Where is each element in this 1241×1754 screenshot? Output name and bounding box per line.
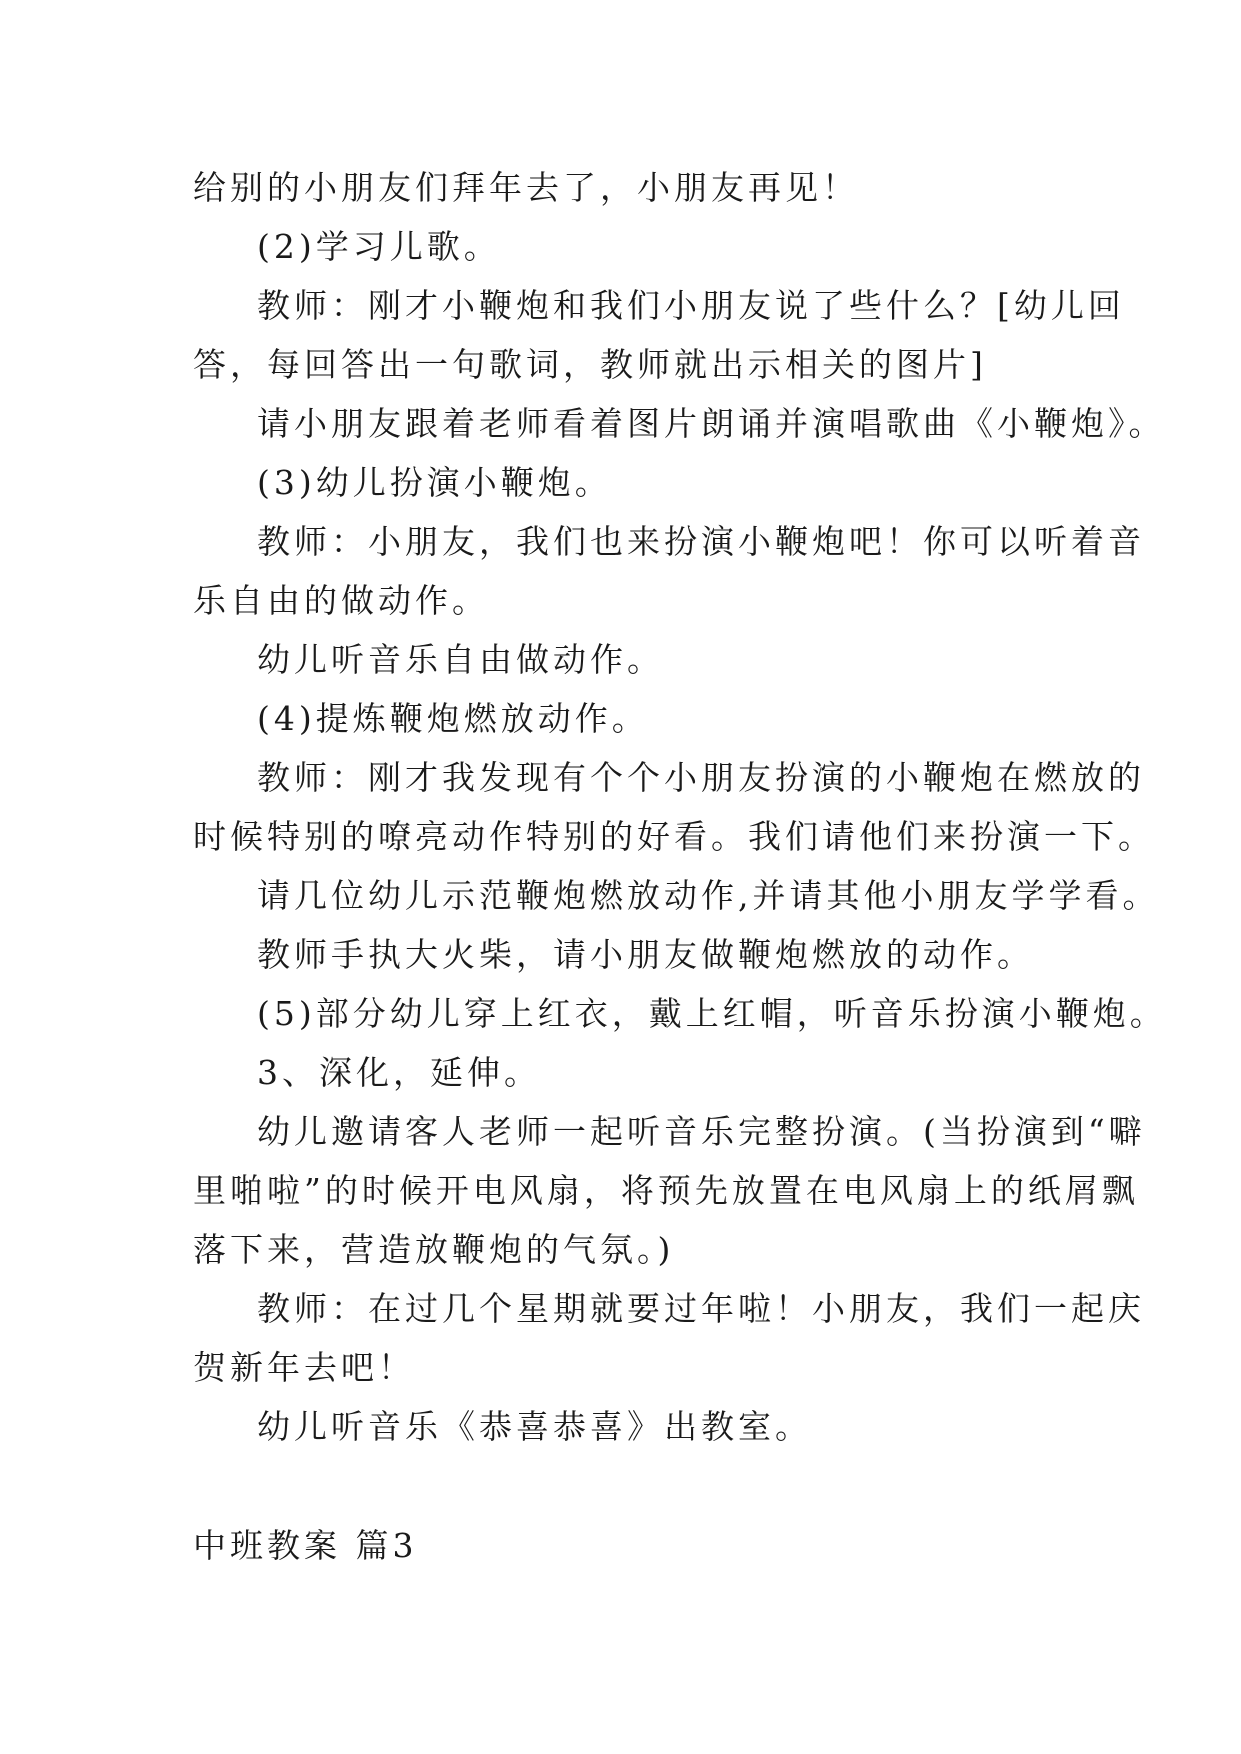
paragraph-line: 贺新年去吧！ [193,1348,415,1387]
section-heading: 中班教案 篇3 [193,1526,418,1565]
paragraph-line: (5)部分幼儿穿上红衣，戴上红帽，听音乐扮演小鞭炮。 [257,994,1167,1033]
paragraph-line: 幼儿听音乐自由做动作。 [257,640,664,679]
paragraph-line: 教师：刚才我发现有个个小朋友扮演的小鞭炮在燃放的 [257,758,1145,797]
paragraph-line: (3)幼儿扮演小鞭炮。 [257,463,612,502]
paragraph-line: 幼儿听音乐《恭喜恭喜》出教室。 [257,1407,812,1446]
paragraph-line: 落下来，营造放鞭炮的气氛。) [193,1230,675,1269]
paragraph-line: 幼儿邀请客人老师一起听音乐完整扮演。(当扮演到“噼 [257,1112,1146,1151]
paragraph-line: 教师：小朋友，我们也来扮演小鞭炮吧！你可以听着音 [257,522,1145,561]
paragraph-line: 请小朋友跟着老师看着图片朗诵并演唱歌曲《小鞭炮》。 [257,404,1166,443]
paragraph-line: 教师：在过几个星期就要过年啦！小朋友，我们一起庆 [257,1289,1145,1328]
paragraph-line: 给别的小朋友们拜年去了，小朋友再见！ [193,168,859,207]
paragraph-line: (2)学习儿歌。 [257,227,501,266]
paragraph-line: 请几位幼儿示范鞭炮燃放动作,并请其他小朋友学学看。 [257,876,1160,915]
paragraph-line: 3、深化，延伸。 [257,1053,541,1092]
paragraph-line: (4)提炼鞭炮燃放动作。 [257,699,649,738]
paragraph-line: 时候特别的嘹亮动作特别的好看。我们请他们来扮演一下。 [193,817,1155,856]
paragraph-line: 答，每回答出一句歌词，教师就出示相关的图片] [193,345,987,384]
paragraph-line: 教师手执大火柴，请小朋友做鞭炮燃放的动作。 [257,935,1034,974]
paragraph-line: 里啪啦”的时候开电风扇，将预先放置在电风扇上的纸屑飘 [193,1171,1139,1210]
paragraph-line: 教师：刚才小鞭炮和我们小朋友说了些什么？[幼儿回 [257,286,1125,325]
paragraph-line: 乐自由的做动作。 [193,581,489,620]
